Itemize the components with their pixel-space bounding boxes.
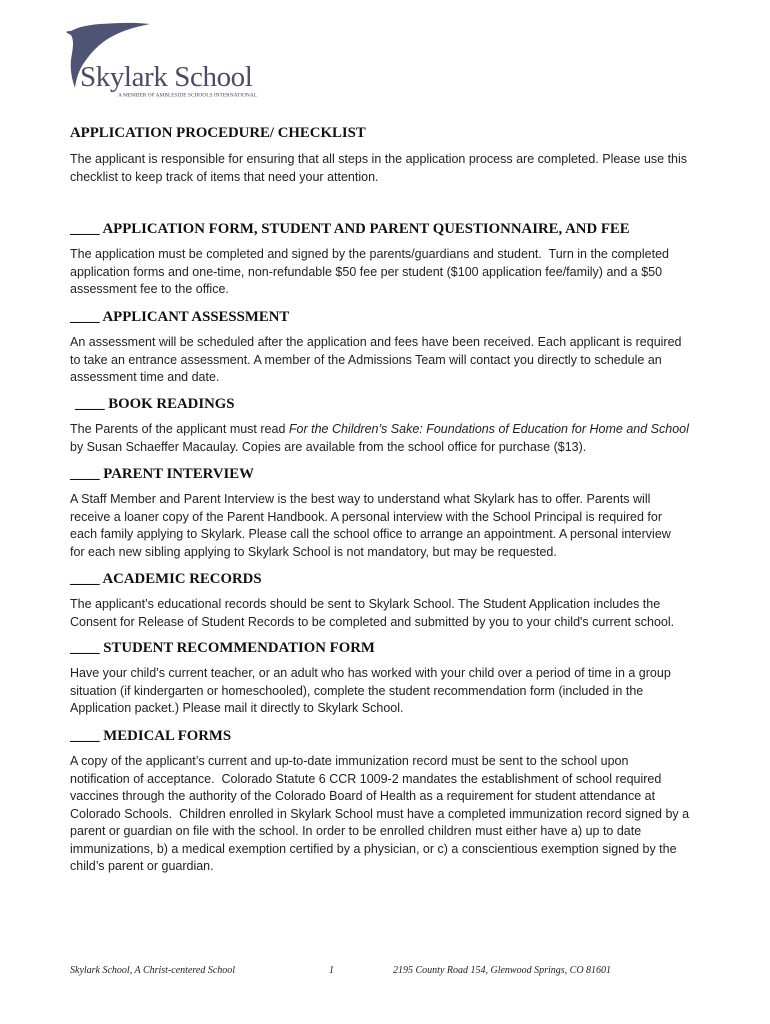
- section-body: [70, 421, 750, 456]
- section-applicant-assessment: [70, 307, 750, 387]
- section-heading: [70, 464, 750, 484]
- body-line: application forms and one-time, non-refundable $50 fee per student ($100 application fee/family) and a $50: [70, 264, 663, 279]
- section-body: [70, 596, 750, 631]
- intro-line: The applicant is responsible for ensuring that all steps in the application process are completed. Please use this: [70, 152, 688, 166]
- body-line: A Staff Member and Parent Interview is the best way to understand what Skylark has to offer. Parents will: [70, 492, 651, 506]
- body-line: by Susan Schaeffer Macaulay. Copies are available from the school office for purchase ($13).: [70, 439, 587, 454]
- body-line: child’s parent or guardian.: [70, 859, 214, 873]
- school-logo: [0, 0, 300, 105]
- body-line: Colorado Schools. Children enrolled in Skylark School must have a completed immunization record signed by a: [70, 806, 690, 821]
- footer-school: Skylark School, A Christ-centered School: [70, 965, 236, 976]
- footer-page-number: 1: [329, 965, 334, 976]
- section-body: [70, 246, 750, 299]
- section-heading: [70, 726, 750, 746]
- footer-address: 2195 County Road 154, Glenwood Springs, CO 81601: [393, 965, 612, 976]
- section-title: APPLICATION FORM, STUDENT AND PARENT QUESTIONNAIRE, AND FEE: [102, 221, 630, 237]
- body-line: for each new sibling applying to Skylark School is not mandatory, but may be requested.: [70, 544, 557, 559]
- body-text: The Parents of the applicant must read: [70, 422, 289, 436]
- section-academic-records: [70, 569, 750, 631]
- body-line: An assessment will be scheduled after the application and fees have been received. Each applicant is required: [70, 335, 682, 349]
- checkbox-blank: ____: [70, 466, 100, 482]
- body-line: assessment fee to the office.: [70, 282, 229, 296]
- section-student-recommendation: [70, 638, 750, 718]
- body-line: immunizations, b) a medical exemption certified by a physician, or c) a conscientious exemption signed by the: [70, 841, 677, 856]
- body-line: assessment time and date.: [70, 370, 220, 384]
- body-line: A copy of the applicant’s current and up-to-date immunization record must be sent to the school upon: [70, 754, 629, 768]
- section-parent-interview: [70, 464, 750, 561]
- section-medical-forms: [70, 726, 750, 876]
- body-line: Application packet.) Please mail it directly to Skylark School.: [70, 701, 404, 715]
- book-title: For the Children’s Sake: Foundations of Education for Home and School: [288, 422, 689, 436]
- intro-paragraph: [70, 151, 750, 186]
- school-name: Skylark School: [80, 61, 253, 93]
- intro-line: checklist to keep track of items that need your attention.: [70, 169, 379, 184]
- section-book-readings: [70, 394, 750, 456]
- section-heading: [70, 307, 750, 327]
- body-line: situation (if kindergarten or homeschooled), complete the student recommendation form (included in the: [70, 683, 644, 698]
- section-application-form: [70, 219, 750, 299]
- body-line: Have your child’s current teacher, or an adult who has worked with your child over a period of time in a group: [70, 666, 671, 680]
- section-body: [70, 334, 750, 387]
- body-line: receive a loaner copy of the Parent Handbook. A personal interview with the School Principal is required for: [70, 509, 662, 524]
- section-body: [70, 491, 750, 561]
- section-body: [70, 665, 750, 718]
- section-heading: [70, 569, 750, 589]
- checkbox-blank: ____: [75, 396, 105, 412]
- section-heading: [70, 638, 750, 658]
- body-line: The application must be completed and signed by the parents/guardians and student. Turn in the completed: [70, 247, 669, 261]
- section-heading: [70, 219, 750, 239]
- body-line: each family applying to Skylark. Please call the school office to arrange an appointment. A personal interview: [70, 527, 671, 541]
- body-line: Consent for Release of Student Records to be completed and submitted by you to your child's current school.: [70, 614, 675, 629]
- checkbox-blank: ____: [70, 728, 100, 744]
- section-title: STUDENT RECOMMENDATION FORM: [103, 640, 375, 656]
- body-line: parent or guardian on file with the school. In order to be enrolled children must either have a) up to date: [70, 824, 642, 838]
- body-line: to take an entrance assessment. A member of the Admissions Team will contact you directly to schedule an: [70, 352, 662, 367]
- checkbox-blank: ____: [70, 221, 100, 237]
- checkbox-blank: ____: [70, 640, 100, 656]
- section-heading: [70, 394, 750, 414]
- school-tagline: A MEMBER OF AMBLESIDE SCHOOLS INTERNATIONAL: [118, 92, 258, 98]
- section-title: BOOK READINGS: [108, 396, 235, 412]
- section-title: PARENT INTERVIEW: [103, 466, 254, 482]
- checkbox-blank: ____: [70, 309, 100, 325]
- body-line: [70, 421, 750, 439]
- page-title: APPLICATION PROCEDURE/ CHECKLIST: [70, 125, 366, 141]
- body-line: The applicant’s educational records should be sent to Skylark School. The Student Application includes the: [70, 597, 661, 611]
- section-title: APPLICANT ASSESSMENT: [102, 309, 290, 325]
- section-title: MEDICAL FORMS: [103, 728, 232, 744]
- section-title: ACADEMIC RECORDS: [102, 571, 262, 587]
- body-line: vaccines through the authority of the Colorado Board of Health as a requirement for student attendance at: [70, 789, 656, 803]
- page-footer: [0, 960, 770, 984]
- checkbox-blank: ____: [70, 571, 100, 587]
- section-body: [70, 753, 750, 876]
- body-line: notification of acceptance. Colorado Statute 6 CCR 1009-2 mandates the establishment of school required: [70, 771, 662, 786]
